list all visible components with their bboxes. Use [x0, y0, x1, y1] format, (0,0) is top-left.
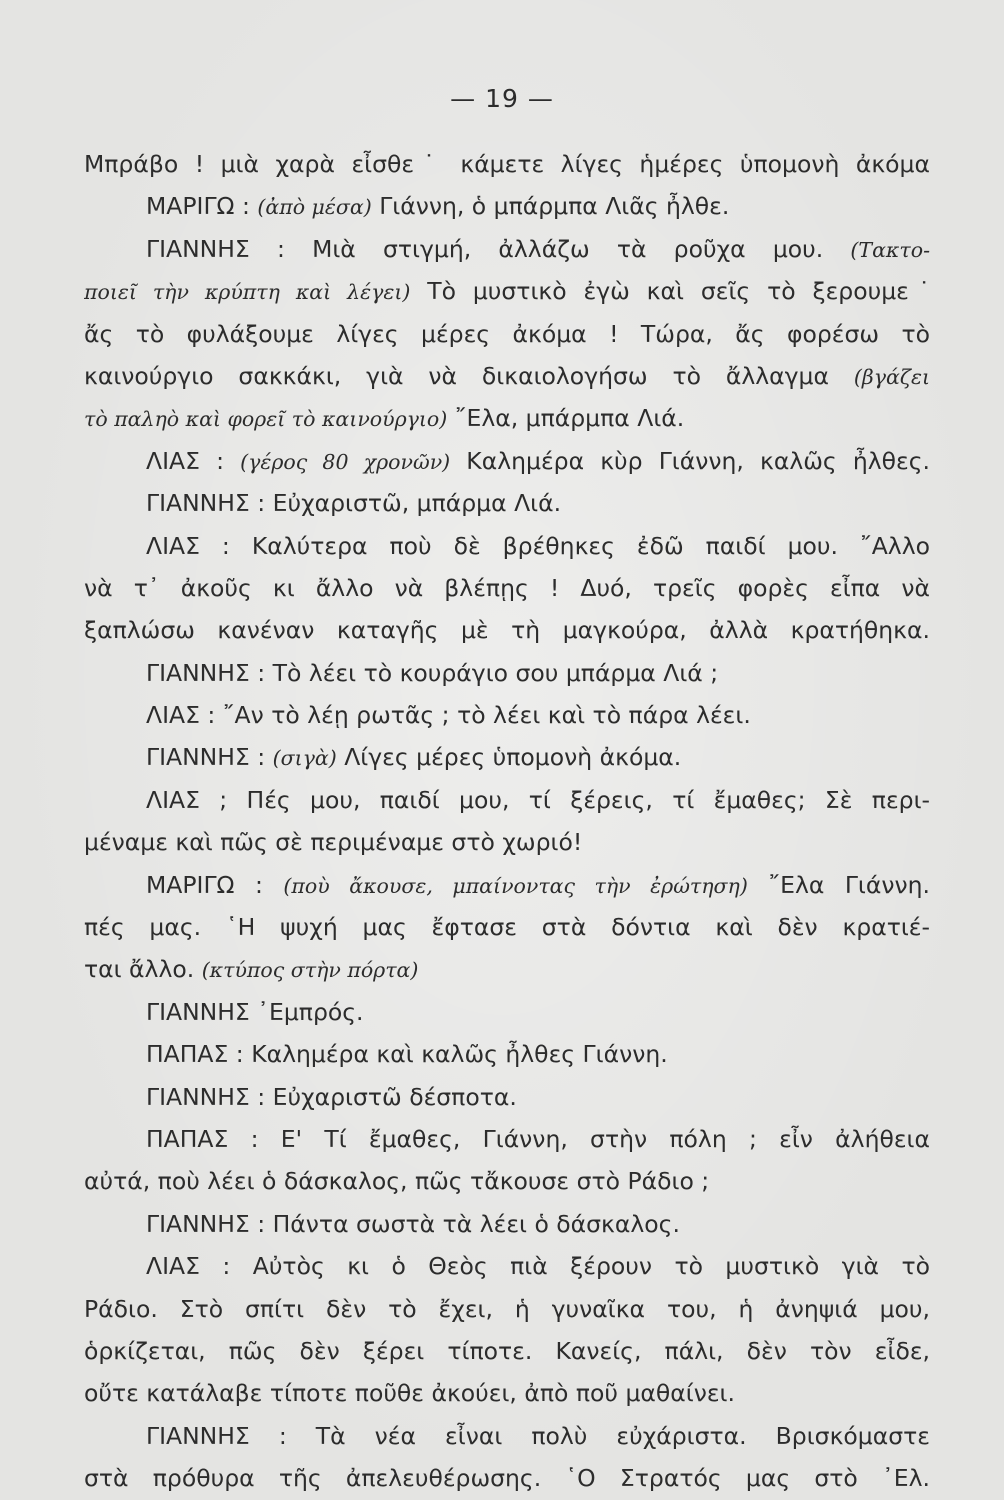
line-text: ΜΑΡΙΓΩ :: [146, 870, 284, 899]
text-line: [84, 482, 930, 524]
line-text: ΓΙΑΝΝΗΣ : Εὐχαριστῶ δέσποτα.: [146, 1082, 517, 1111]
line-text: Τὸ μυστικὸ ἐγὼ καὶ σεῖς τὸ ξερουμε˙: [410, 277, 930, 306]
line-text: ται ἄλλο.: [84, 955, 202, 984]
text-line: [84, 397, 930, 439]
line-text: ῎Ελα Γιάννη.: [747, 870, 930, 899]
line-text: ΠΑΠΑΣ : Ε' Τί ἔμαθες, Γιάννη, στὴν πόλη ; εἶν ἀλήθεια: [146, 1124, 930, 1153]
line-text: στὰ πρόθυρα τῆς ἀπελευθέρωσης. ῾Ο Στρατός μας στὸ ᾿Ελ.: [84, 1464, 930, 1493]
text-line: [84, 185, 930, 227]
text-line: [84, 652, 930, 694]
line-text: ὁρκίζεται, πῶς δὲν ξέρει τίποτε. Κανείς, πάλι, δὲν τὸν εἶδε,: [84, 1336, 930, 1365]
dialogue-text: [84, 143, 930, 1500]
line-text: ΓΙΑΝΝΗΣ : Μιὰ στιγμή, ἀλλάζω τὰ ροῦχα μου.: [146, 234, 851, 263]
line-text: Λίγες μέρες ὑπομονὴ ἀκόμα.: [336, 743, 682, 772]
text-line: [84, 1033, 930, 1075]
text-line: [84, 355, 930, 397]
text-line: [84, 228, 930, 270]
line-text: Μπράβο ! μιὰ χαρὰ εἶσθε˙ κάμετε λίγες ἡμέρες ὑπομονὴ ἀκόμα: [84, 150, 930, 178]
text-line: [84, 1457, 930, 1499]
line-text: καινούργιο σακκάκι, γιὰ νὰ δικαιολογήσω τὸ ἄλλαγμα: [84, 361, 854, 390]
line-text: νὰ τ᾿ ἀκοῦς κι ἄλλο νὰ βλέπῃς ! Δυό, τρεῖς φορὲς εἶπα νὰ: [84, 573, 930, 602]
text-line: [84, 1076, 930, 1118]
text-line: [84, 821, 930, 863]
text-line: [84, 948, 930, 990]
line-text: ΛΙΑΣ :: [146, 446, 241, 475]
text-line: [84, 736, 930, 778]
stage-direction: τὸ παληὸ καὶ φορεῖ τὸ καινούργιο): [84, 407, 448, 432]
text-line: [84, 1330, 930, 1372]
line-text: ΛΙΑΣ : Καλύτερα ποὺ δὲ βρέθηκες ἐδῶ παιδί μου. ῎Αλλο: [146, 531, 930, 560]
line-text: ΓΙΑΝΝΗΣ : Τὸ λέει τὸ κουράγιο σου μπάρμα Λιά ;: [146, 658, 719, 687]
line-text: ΓΙΑΝΝΗΣ ᾿Εμπρός.: [146, 997, 364, 1026]
stage-direction: (βγάζει: [853, 364, 930, 389]
text-line: [84, 567, 930, 609]
line-text: ΛΙΑΣ : ῎Αν τὸ λέῃ ρωτᾶς ; τὸ λέει καὶ τὸ πάρα λέει.: [146, 701, 751, 730]
page-number: — 19 —: [450, 84, 554, 113]
text-line: [84, 1160, 930, 1202]
text-line: [84, 313, 930, 355]
line-text: αὐτά, ποὺ λέει ὁ δάσκαλος, πῶς τἄκουσε στὸ Ράδιο ;: [84, 1167, 710, 1196]
text-line: [84, 1288, 930, 1330]
line-text: ΛΙΑΣ ; Πές μου, παιδί μου, τί ξέρεις, τί ἔμαθες; Σὲ περι-: [146, 785, 930, 814]
text-line: [84, 1118, 930, 1160]
line-text: ΠΑΠΑΣ : Καλημέρα καὶ καλῶς ἦλθες Γιάννη.: [146, 1040, 668, 1069]
text-line: [84, 906, 930, 948]
stage-direction: (σιγὰ): [272, 746, 337, 771]
text-line: [84, 864, 930, 906]
text-line: [84, 1372, 930, 1414]
text-line: [84, 779, 930, 821]
line-text: ΛΙΑΣ : Αὐτὸς κι ὁ Θεὸς πιὰ ξέρουν τὸ μυστικὸ γιὰ τὸ: [146, 1252, 930, 1281]
stage-direction: (γέρος 80 χρονῶν): [240, 449, 451, 474]
line-text: ξαπλώσω κανέναν καταγῆς μὲ τὴ μαγκούρα, ἀλλὰ κρατήθηκα.: [84, 616, 930, 645]
text-line: [84, 525, 930, 567]
text-line: [84, 609, 930, 651]
text-line: [84, 440, 930, 482]
stage-direction: (ποὺ ἄκουσε, μπαίνοντας τὴν ἐρώτηση): [283, 873, 748, 898]
line-text: ΓΙΑΝΝΗΣ : Πάντα σωστὰ τὰ λέει ὁ δάσκαλος.: [146, 1209, 680, 1238]
line-text: ΓΙΑΝΝΗΣ : Τὰ νέα εἶναι πολὺ εὐχάριστα. Βρισκόμαστε: [146, 1421, 930, 1450]
text-line: [84, 1203, 930, 1245]
text-line: [84, 694, 930, 736]
stage-direction: (ἀπὸ μέσα): [257, 195, 372, 220]
line-text: ΜΑΡΙΓΩ :: [146, 192, 258, 221]
stage-direction: (Τακτο-: [850, 237, 930, 262]
text-line: [84, 270, 930, 312]
line-text: οὔτε κατάλαβε τίποτε ποῦθε ἀκούει, ἀπὸ ποῦ μαθαίνει.: [84, 1379, 735, 1408]
line-text: πές μας. ῾Η ψυχή μας ἔφτασε στὰ δόντια καὶ δὲν κρατιέ-: [84, 913, 930, 942]
line-text: ῎Ελα, μπάρμπα Λιά.: [447, 404, 685, 433]
line-text: ΓΙΑΝΝΗΣ :: [146, 743, 273, 772]
line-text: Γιάννη, ὁ μπάρμπα Λιᾶς ἦλθε.: [371, 192, 730, 221]
line-text: Ράδιο. Στὸ σπίτι δὲν τὸ ἔχει, ἡ γυναῖκα του, ἡ ἀνηψιά μου,: [84, 1294, 930, 1323]
text-line: [84, 1415, 930, 1457]
line-text: μέναμε καὶ πῶς σὲ περιμέναμε στὸ χωριό!: [84, 828, 583, 857]
stage-direction: (κτύπος στὴν πόρτα): [201, 958, 419, 983]
line-text: Καλημέρα κὺρ Γιάννη, καλῶς ἦλθες.: [450, 446, 930, 475]
text-line: [84, 991, 930, 1033]
line-text: ἄς τὸ φυλάξουμε λίγες μέρες ἀκόμα ! Τώρα, ἄς φορέσω τὸ: [84, 319, 930, 348]
stage-direction: ποιεῖ τὴν κρύπτη καὶ λέγει): [84, 280, 411, 305]
line-text: ΓΙΑΝΝΗΣ : Εὐχαριστῶ, μπάρμα Λιά.: [146, 489, 562, 518]
text-line: [84, 143, 930, 185]
text-line: [84, 1245, 930, 1287]
